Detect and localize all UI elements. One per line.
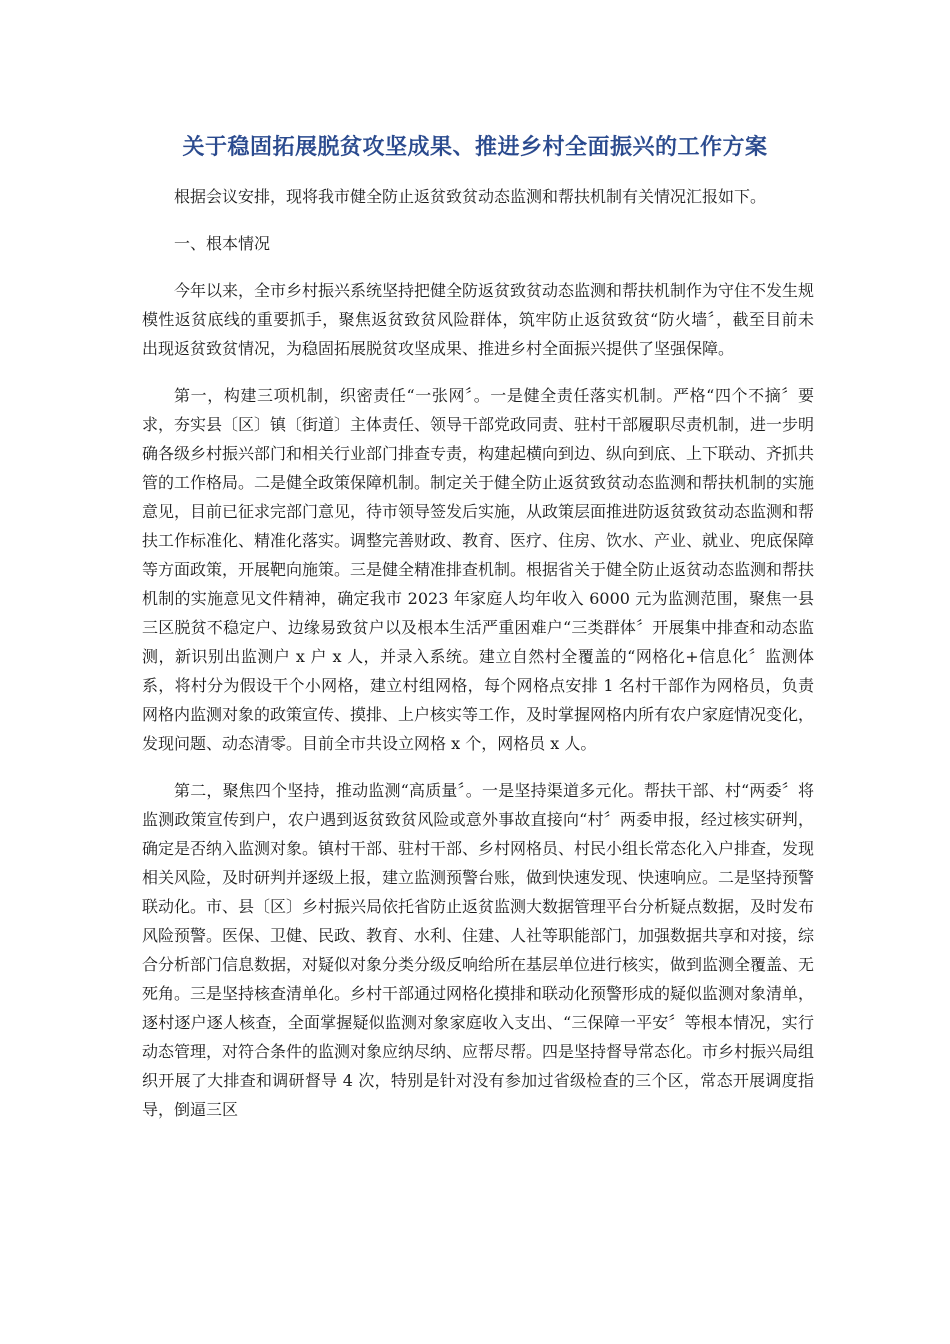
- first-point-paragraph: 第一，构建三项机制，织密责任“一张网〞。一是健全责任落实机制。严格“四个不摘〞要求，夯实县〔区〕镇〔街道〕主体责任、领导干部党政同责、驻村干部履职尽责机制，进一步明确各级乡村振兴部门和相关行业部门排查专责，构建起横向到边、纵向到底、上下联动、齐抓共管的工作格局。二是健全政策保障机制。制定关于健全防止返贫致贫动态监测和帮扶机制的实施意见，目前已征求完部门意见，待市领导签发后实施，从政策层面推进防返贫致贫动态监测和帮扶工作标准化、精准化落实。调整完善财政、教育、医疗、住房、饮水、产业、就业、兜底保障等方面政策，开展靶向施策。三是健全精准排查机制。根据省关于健全防止返贫动态监测和帮扶机制的实施意见文件精神，确定我市 2023 年家庭人均年收入 6000 元为监测范围，聚焦一县三区脱贫不稳定户、边缘易致贫户以及根本生活严重困难户“三类群体〞开展集中排查和动态监测，新识别出监测户 x 户 x 人，并录入系统。建立自然村全覆盖的“网格化+信息化〞监测体系，将村分为假设干个小网格，建立村组网格，每个网格点安排 1 名村干部作为网格员，负责网格内监测对象的政策宣传、摸排、上户核实等工作，及时掌握网格内所有农户家庭情况变化，发现问题、动态清零。目前全市共设立网格 x 个，网格员 x 人。: [142, 386, 815, 753]
- section-heading: 一、根本情况: [174, 234, 271, 253]
- second-point-paragraph: 第二，聚焦四个坚持，推动监测“高质量〞。一是坚持渠道多元化。帮扶干部、村“两委〞将监测政策宣传到户，农户遇到返贫致贫风险或意外事故直接向“村〞两委申报，经过核实研判，确定是否纳入监测对象。镇村干部、驻村干部、乡村网格员、村民小组长常态化入户排查，发现相关风险，及时研判并逐级上报，建立监测预警台账，做到快速发现、快速响应。二是坚持预警联动化。市、县〔区〕乡村振兴局依托省防止返贫监测大数据管理平台分析疑点数据，及时发布风险预警。医保、卫健、民政、教育、水利、住建、人社等职能部门，加强数据共享和对接，综合分析部门信息数据，对疑似对象分类分级反响给所在基层单位进行核实，做到监测全覆盖、无死角。三是坚持核查清单化。乡村干部通过网格化摸排和联动化预警形成的疑似监测对象清单，逐村逐户逐人核查，全面掌握疑似监测对象家庭收入支出、“三保障一平安〞等根本情况，实行动态管理，对符合条件的监测对象应纳尽纳、应帮尽帮。四是坚持督导常态化。市乡村振兴局组织开展了大排查和调研督导 4 次，特别是针对没有参加过省级检查的三个区，常态开展调度指导，倒逼三区: [142, 781, 815, 1119]
- intro-paragraph: 根据会议安排，现将我市健全防止返贫致贫动态监测和帮扶机制有关情况汇报如下。: [174, 187, 767, 206]
- overview-paragraph: 今年以来，全市乡村振兴系统坚持把健全防返贫致贫动态监测和帮扶机制作为守住不发生规模性返贫底线的重要抓手，聚焦返贫致贫风险群体，筑牢防止返贫致贫“防火墙〞，截至目前未出现返贫致贫情况，为稳固拓展脱贫攻坚成果、推进乡村全面振兴提供了坚强保障。: [142, 281, 815, 358]
- document-body: [142, 182, 814, 1142]
- document-title: 关于稳固拓展脱贫攻坚成果、推进乡村全面振兴的工作方案: [182, 135, 768, 160]
